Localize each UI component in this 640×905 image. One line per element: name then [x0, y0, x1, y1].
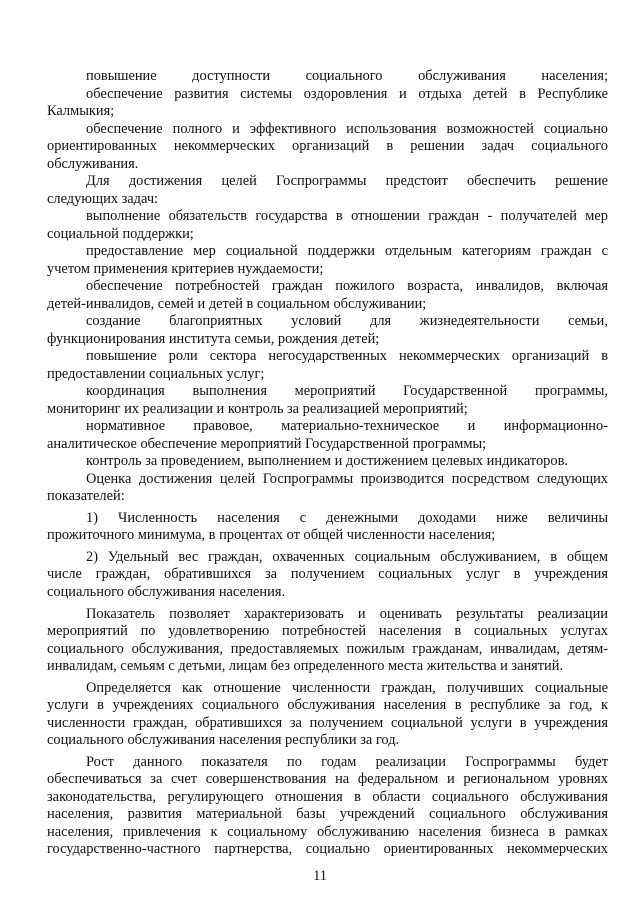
text-line: предоставление мер социальной поддержки отдельным категориям граждан с [86, 243, 608, 259]
text-line: обеспечение развития системы оздоровления и отдыха детей в Республике [86, 86, 608, 102]
text-line: мониторинг их реализации и контроль за реализацией мероприятий; [47, 401, 468, 417]
text-line: населения, привлечения к социальному обслуживанию населения бизнеса в рамках [47, 824, 608, 840]
text-line: обеспечиваться за счет совершенствования на федеральном и региональном уровнях [47, 771, 608, 787]
text-line: функционирования института семьи, рождения детей; [47, 331, 380, 347]
text-line: 1) Численность населения с денежными доходами ниже величины [86, 510, 608, 526]
text-line: численности граждан, обратившихся за получением социальной услуги в учреждения [47, 715, 608, 731]
text-line: социального обслуживания населения. [47, 584, 286, 600]
text-line: социального обслуживания населения республики за год. [47, 732, 400, 748]
text-line: Оценка достижения целей Госпрограммы производится посредством следующих [86, 471, 608, 487]
text-line: прожиточного минимума, в процентах от общей численности населения; [47, 527, 496, 543]
text-line: детей-инвалидов, семей и детей в социальном обслуживании; [47, 296, 427, 312]
page-number: 11 [313, 868, 327, 884]
text-line: контроль за проведением, выполнением и достижением целевых индикаторов. [86, 453, 568, 469]
text-line: нормативное правовое, материально-техническое и информационно- [86, 418, 608, 434]
text-line: выполнение обязательств государства в отношении граждан - получателей мер [86, 208, 608, 224]
text-line: создание благоприятных условий для жизнедеятельности семьи, [86, 313, 608, 329]
text-line: числе граждан, обратившихся за получением социальных услуг в учреждения [47, 566, 608, 582]
text-line: показателей: [47, 488, 125, 504]
text-line: аналитическое обеспечение мероприятий Государственной программы; [47, 436, 487, 452]
text-line: социального обслуживания, предоставляемых пожилым гражданам, инвалидам, детям- [47, 641, 608, 657]
text-line: координация выполнения мероприятий Государственной программы, [86, 383, 608, 399]
text-line: обеспечение потребностей граждан пожилого возраста, инвалидов, включая [86, 278, 608, 294]
text-line: Определяется как отношение численности граждан, получивших социальные [86, 680, 608, 696]
text-line: Рост данного показателя по годам реализации Госпрограммы будет [86, 754, 608, 770]
text-line: следующих задач: [47, 191, 159, 207]
text-line: предоставлении социальных услуг; [47, 366, 265, 382]
text-line: населения, развития материальной базы учреждений социального обслуживания [47, 806, 608, 822]
text-line: законодательства, регулирующего отношения в области социального обслуживания [47, 789, 608, 805]
text-line: обслуживания. [47, 156, 139, 172]
text-line: Показатель позволяет характеризовать и оценивать результаты реализации [86, 606, 608, 622]
text-line: обеспечение полного и эффективного использования возможностей социально [86, 121, 608, 137]
text-line: услуги в учреждениях социального обслуживания населения в республике за год, к [47, 697, 608, 713]
text-line: инвалидам, семьям с детьми, лицам без определенного места жительства и занятий. [47, 658, 564, 674]
text-line: ориентированных некоммерческих организаций в решении задач социального [47, 138, 608, 154]
text-line: мероприятий по удовлетворению потребностей населения в социальных услугах [47, 623, 608, 639]
text-line: учетом применения критериев нуждаемости; [47, 261, 324, 277]
text-line: 2) Удельный вес граждан, охваченных социальным обслуживанием, в общем [86, 549, 608, 565]
text-line: повышение доступности социального обслуживания населения; [86, 68, 608, 84]
text-line: Калмыкия; [47, 103, 115, 119]
text-line: социальной поддержки; [47, 226, 194, 242]
text-line: государственно-частного партнерства, социально ориентированных некоммерческих [47, 841, 608, 857]
text-line: Для достижения целей Госпрограммы предстоит обеспечить решение [86, 173, 608, 189]
text-line: повышение роли сектора негосударственных некоммерческих организаций в [86, 348, 608, 364]
